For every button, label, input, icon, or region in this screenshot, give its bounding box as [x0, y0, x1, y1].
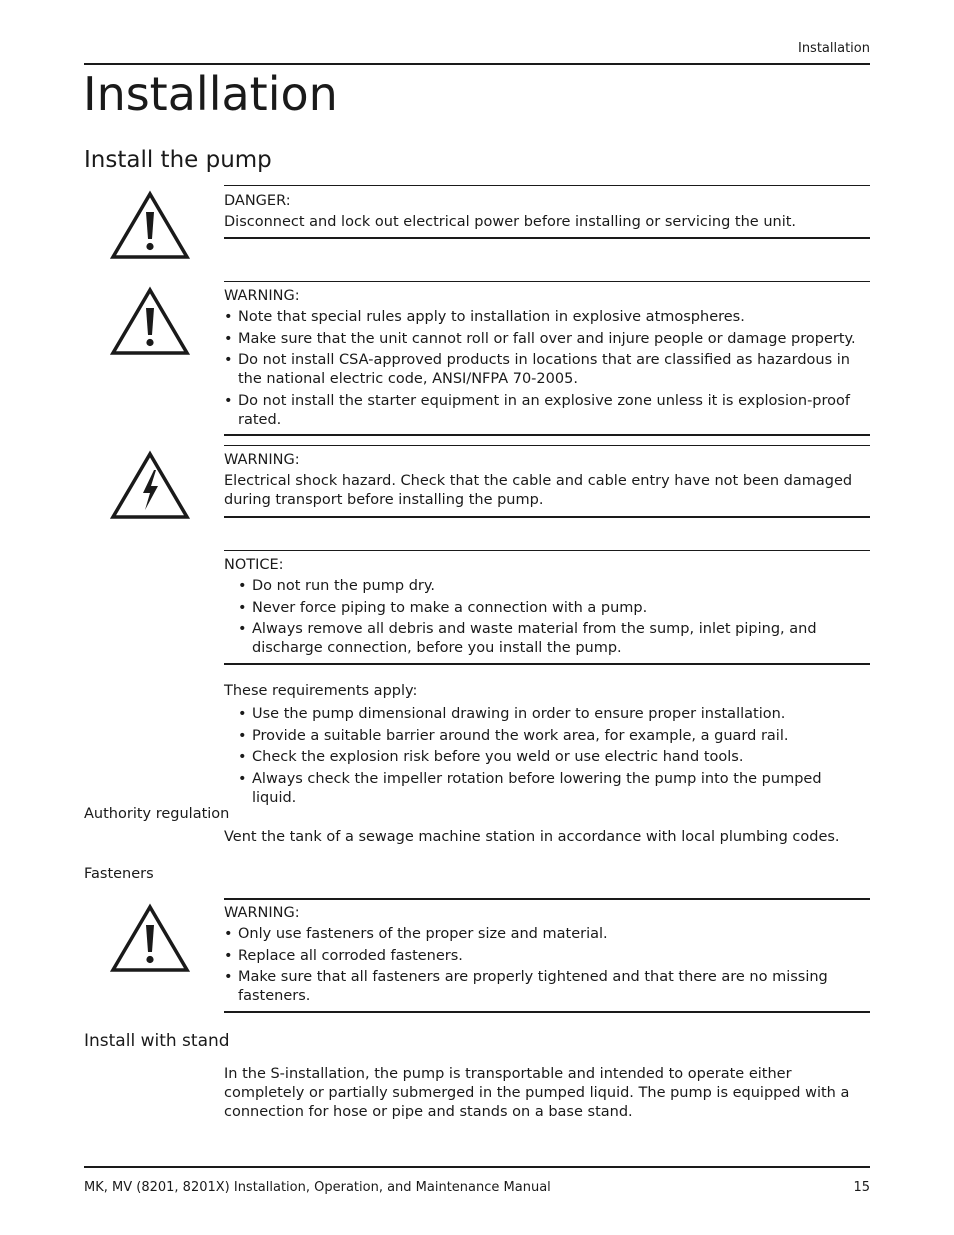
authority-text: Vent the tank of a sewage machine station in accordance with local plumbing codes. [224, 829, 840, 845]
page-number: 15 [853, 1180, 870, 1195]
list-item: • Note that special rules apply to installation in explosive atmospheres. [224, 308, 870, 327]
stand-text: In the S-installation, the pump is transportable and intended to operate either completely or partially submerged in the pumped liquid. The pump is equipped with a connection for hose or pipe and stands on a base stand. [224, 1066, 850, 1120]
authority-heading: Authority regulation [84, 806, 230, 822]
warning-box-electrical [224, 445, 870, 518]
warning-label: WARNING: [224, 905, 300, 921]
footer-manual-title: MK, MV (8201, 8201X) Installation, Operation, and Maintenance Manual [84, 1180, 551, 1195]
list-item: • Make sure that all fasteners are properly tightened and that there are no missing fasteners. [224, 968, 870, 1006]
electrical-shock-triangle-icon [110, 450, 190, 520]
stand-heading: Install with stand [84, 1031, 230, 1051]
warning-label: WARNING: [224, 288, 300, 304]
running-header: Installation [797, 41, 870, 56]
list-item: • Always check the impeller rotation before lowering the pump into the pumped liquid. [238, 770, 870, 808]
list-item: • Always remove all debris and waste material from the sump, inlet piping, and discharge connection, before you install the pump. [238, 620, 870, 658]
section-title: Install the pump [84, 147, 272, 173]
list-item: • Check the explosion risk before you weld or use electric hand tools. [238, 748, 870, 767]
fasteners-warning-triangle-icon [110, 903, 190, 973]
list-item: • Use the pump dimensional drawing in order to ensure proper installation. [238, 705, 870, 724]
danger-label: DANGER: [224, 193, 291, 209]
list-item: • Provide a suitable barrier around the work area, for example, a guard rail. [238, 727, 870, 746]
header-rule [84, 63, 870, 65]
danger-exclamation-triangle-icon [110, 190, 190, 260]
page-title: Installation [83, 67, 338, 121]
notice-list [224, 577, 870, 658]
list-item: • Do not run the pump dry. [238, 577, 870, 596]
warning-text: Electrical shock hazard. Check that the cable and cable entry have not been damaged during transport before installing the pump. [224, 473, 853, 508]
requirements-list [224, 705, 870, 808]
footer-rule [84, 1166, 870, 1168]
fasteners-heading: Fasteners [84, 866, 154, 882]
list-item: • Only use fasteners of the proper size and material. [224, 925, 870, 944]
fasteners-warning-box [224, 898, 870, 1013]
danger-text: Disconnect and lock out electrical power before installing or servicing the unit. [224, 214, 797, 230]
list-item: • Do not install the starter equipment in an explosive zone unless it is explosion-proof rated. [224, 392, 870, 430]
notice-box [224, 550, 870, 665]
list-item: • Never force piping to make a connection with a pump. [238, 599, 870, 618]
warning-exclamation-triangle-icon [110, 286, 190, 356]
requirements-section [224, 682, 870, 810]
notice-label: NOTICE: [224, 557, 284, 573]
warning-box-explosive [224, 281, 870, 436]
list-item: • Replace all corroded fasteners. [224, 947, 870, 966]
requirements-intro: These requirements apply: [224, 683, 418, 699]
fasteners-list [224, 925, 870, 1006]
warning-label: WARNING: [224, 452, 300, 468]
list-item: • Make sure that the unit cannot roll or fall over and injure people or damage property. [224, 330, 870, 349]
warning-list [224, 308, 870, 430]
danger-box [224, 185, 870, 239]
list-item: • Do not install CSA-approved products in locations that are classified as hazardous in the national electric code, ANSI/NFPA 70-2005. [224, 351, 870, 389]
